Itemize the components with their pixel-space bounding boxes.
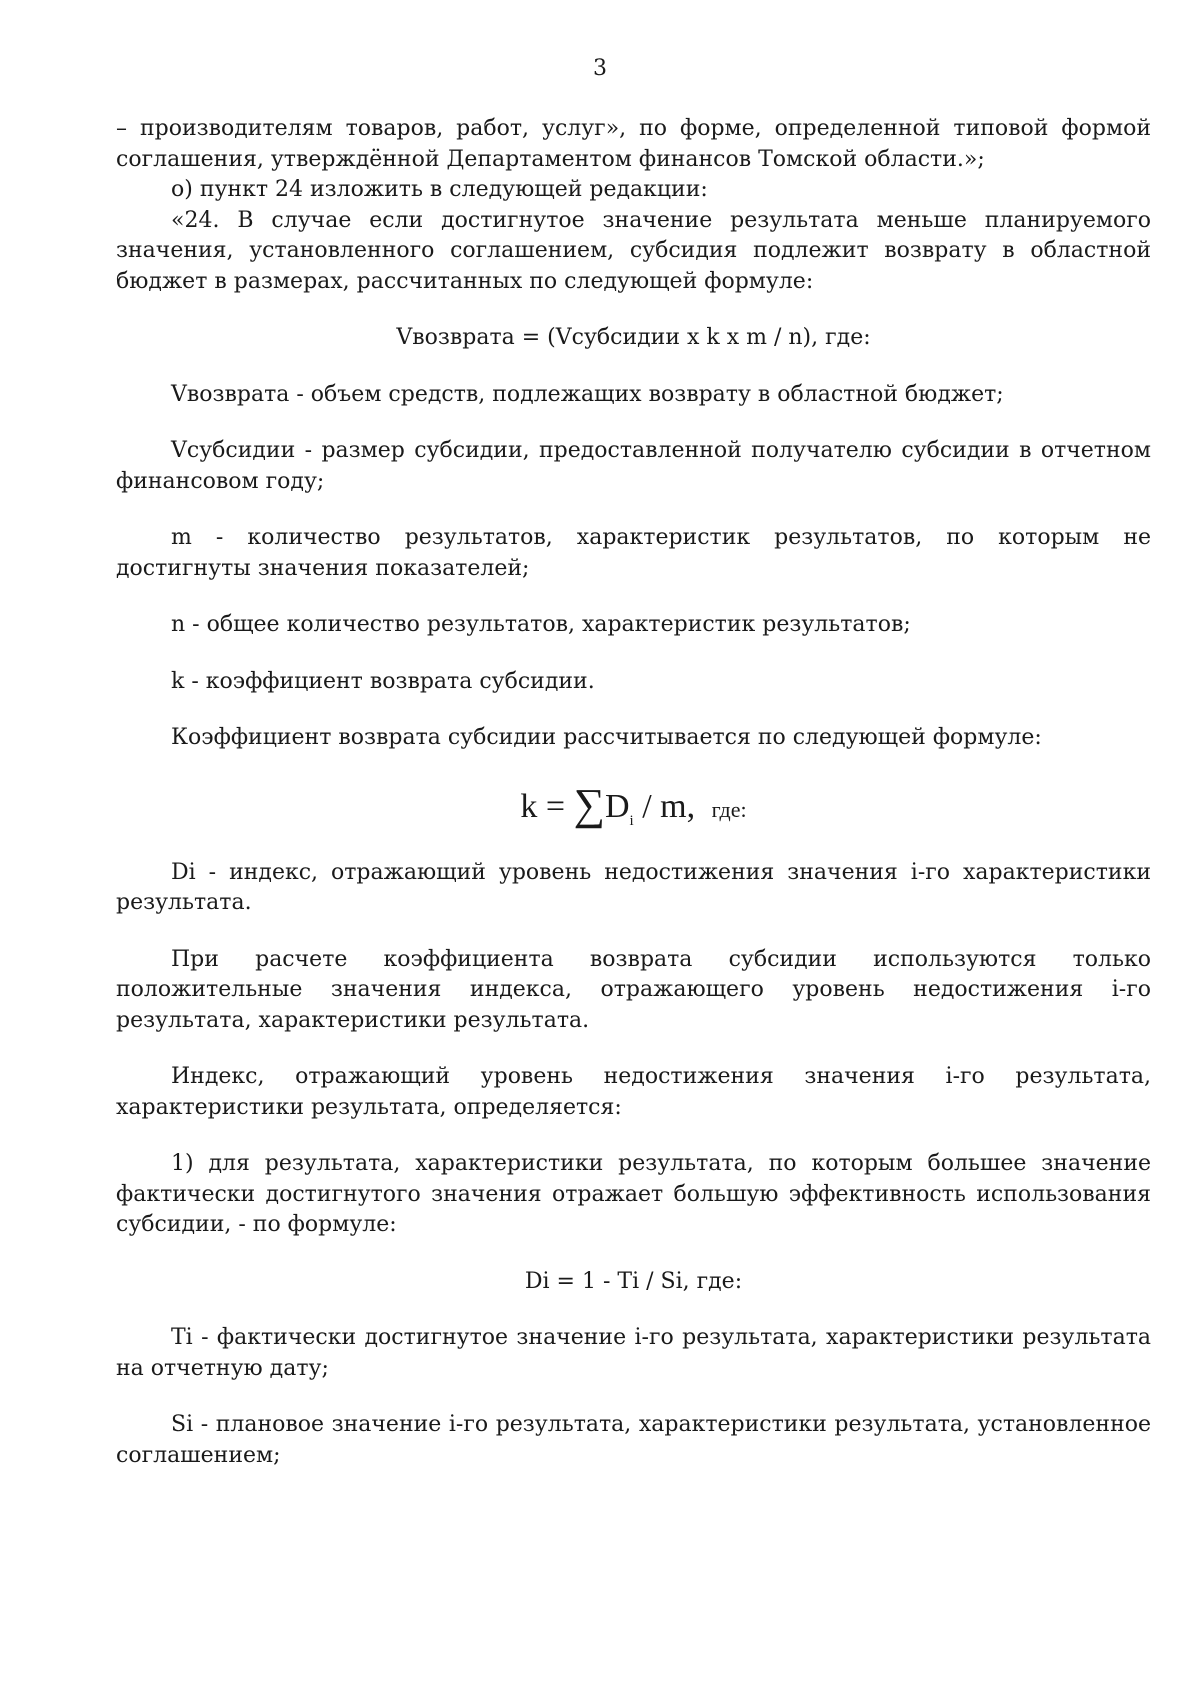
page-number: 3 [593, 56, 607, 81]
formula-k-where: где: [711, 796, 747, 822]
definition-si: Si - плановое значение i-го результата, характеристики результата, установленное соглашением; [116, 1412, 1151, 1468]
definition-m: m - количество результатов, характеристик результатов, по которым не достигнуты значения показателей; [116, 525, 1151, 581]
definition-di: Di - индекс, отражающий уровень недостижения значения i-го характеристики результата. [116, 859, 1151, 915]
paragraph-point-24: «24. В случае если достигнутое значение результата меньше планируемого значения, установленного соглашением, субсидия подлежит возврату в областной бюджет в размерах, рассчитанных по следующей формуле: [116, 207, 1151, 294]
formula-k-subscript: i [629, 812, 634, 829]
paragraph-index-defined: Индекс, отражающий уровень недостижения значения i-го результата, характеристики результата, определяется: [116, 1064, 1151, 1120]
paragraph-continuation: – производителям товаров, работ, услуг», по форме, определенной типовой формой соглашения, утверждённой Департаментом финансов Томской области.»; [116, 116, 1151, 172]
paragraph-item-1: 1) для результата, характеристики результата, по которым большее значение фактически достигнутого значения отражает большую эффективность использования субсидии, - по формуле: [116, 1151, 1151, 1237]
definition-v-return: Vвозврата - объем средств, подлежащих возврату в областной бюджет; [171, 381, 1004, 407]
sum-symbol: ∑ [573, 779, 605, 829]
formula-k-lhs: k = [520, 787, 566, 825]
formula-v-return: Vвозврата = (Vсубсидии x k x m / n), где: [396, 325, 871, 350]
formula-k [116, 780, 1151, 830]
paragraph-positive-values: При расчете коэффициента возврата субсидии используются только положительные значения индекса, отражающего уровень недостижения i-го результата, характеристики результата. [116, 946, 1151, 1033]
paragraph-item-o: о) пункт 24 изложить в следующей редакции: [171, 177, 708, 202]
paragraph-k-intro: Коэффициент возврата субсидии рассчитывается по следующей формуле: [171, 725, 1042, 750]
document-body [116, 114, 1151, 1471]
definition-ti: Ti - фактически достигнутое значение i-го результата, характеристики результата на отчетную дату; [116, 1325, 1151, 1381]
formula-k-rest: / m, [642, 787, 696, 825]
definition-v-subsidy: Vсубсидии - размер субсидии, предоставленной получателю субсидии в отчетном финансовом году; [116, 438, 1151, 494]
formula-k-d: D [604, 787, 630, 825]
definition-n: n - общее количество результатов, характеристик результатов; [171, 612, 911, 637]
formula-di: Di = 1 - Ti / Si, где: [524, 1268, 743, 1294]
definition-k: k - коэффициент возврата субсидии. [171, 668, 595, 694]
